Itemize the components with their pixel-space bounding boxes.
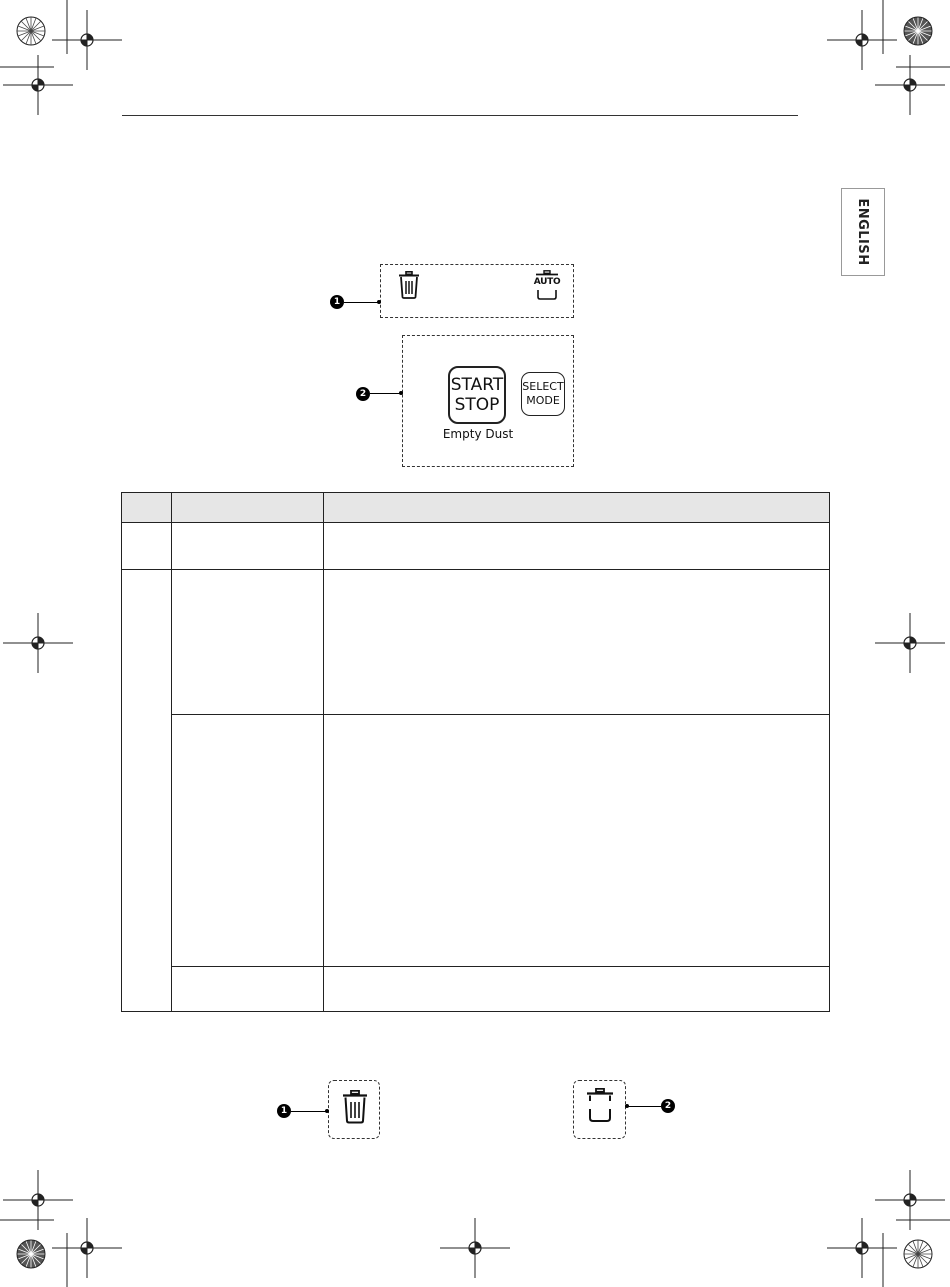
trash-bin-icon	[342, 1090, 368, 1129]
select-mode-button[interactable]	[521, 372, 565, 416]
auto-label: AUTO	[533, 277, 561, 287]
table-header-cell	[122, 493, 172, 523]
bottom-icon-box-1	[328, 1080, 380, 1139]
empty-bin-icon	[585, 1088, 615, 1129]
table-row	[122, 570, 830, 715]
bottom-callout-2-leader	[628, 1106, 661, 1107]
bottom-callout-2: 2	[661, 1099, 675, 1113]
language-tab-label: ENGLISH	[855, 198, 871, 266]
callout-2: 2	[356, 387, 370, 401]
table-cell	[323, 523, 829, 570]
table-cell	[323, 967, 829, 1012]
auto-empty-icon	[533, 270, 561, 307]
start-stop-button[interactable]	[448, 366, 506, 424]
table-header-cell	[171, 493, 323, 523]
bottom-callout-1: 1	[277, 1104, 291, 1118]
table-cell	[171, 715, 323, 967]
table-cell	[323, 570, 829, 715]
table-row	[122, 715, 830, 967]
callout-2-leader-end	[399, 391, 403, 395]
description-table	[121, 492, 830, 1012]
start-stop-caption: Empty Dust	[442, 427, 514, 441]
language-tab	[841, 188, 885, 276]
table-cell	[171, 523, 323, 570]
trash-bin-icon	[398, 271, 420, 304]
start-stop-label-line2: STOP	[454, 395, 500, 415]
table-row	[122, 523, 830, 570]
callout-1: 1	[330, 295, 344, 309]
callout-1-leader	[344, 302, 378, 303]
callout-1-leader-end	[377, 300, 381, 304]
table-cell	[122, 570, 172, 1012]
table-cell	[323, 715, 829, 967]
indicator-panel	[380, 264, 574, 318]
bottom-callout-1-leader	[291, 1111, 327, 1112]
table-header-row	[122, 493, 830, 523]
callout-2-leader	[370, 393, 401, 394]
table-row	[122, 967, 830, 1012]
table-cell	[122, 523, 172, 570]
bottom-icon-box-2	[573, 1080, 626, 1139]
start-stop-label-line1: START	[450, 375, 504, 395]
select-mode-label-line1: SELECT	[522, 380, 564, 393]
table-header-cell	[323, 493, 829, 523]
table-cell	[171, 570, 323, 715]
header-rule	[122, 115, 798, 116]
bottom-callout-1-leader-end	[325, 1109, 329, 1113]
table-cell	[171, 967, 323, 1012]
select-mode-label-line2: MODE	[526, 394, 560, 407]
